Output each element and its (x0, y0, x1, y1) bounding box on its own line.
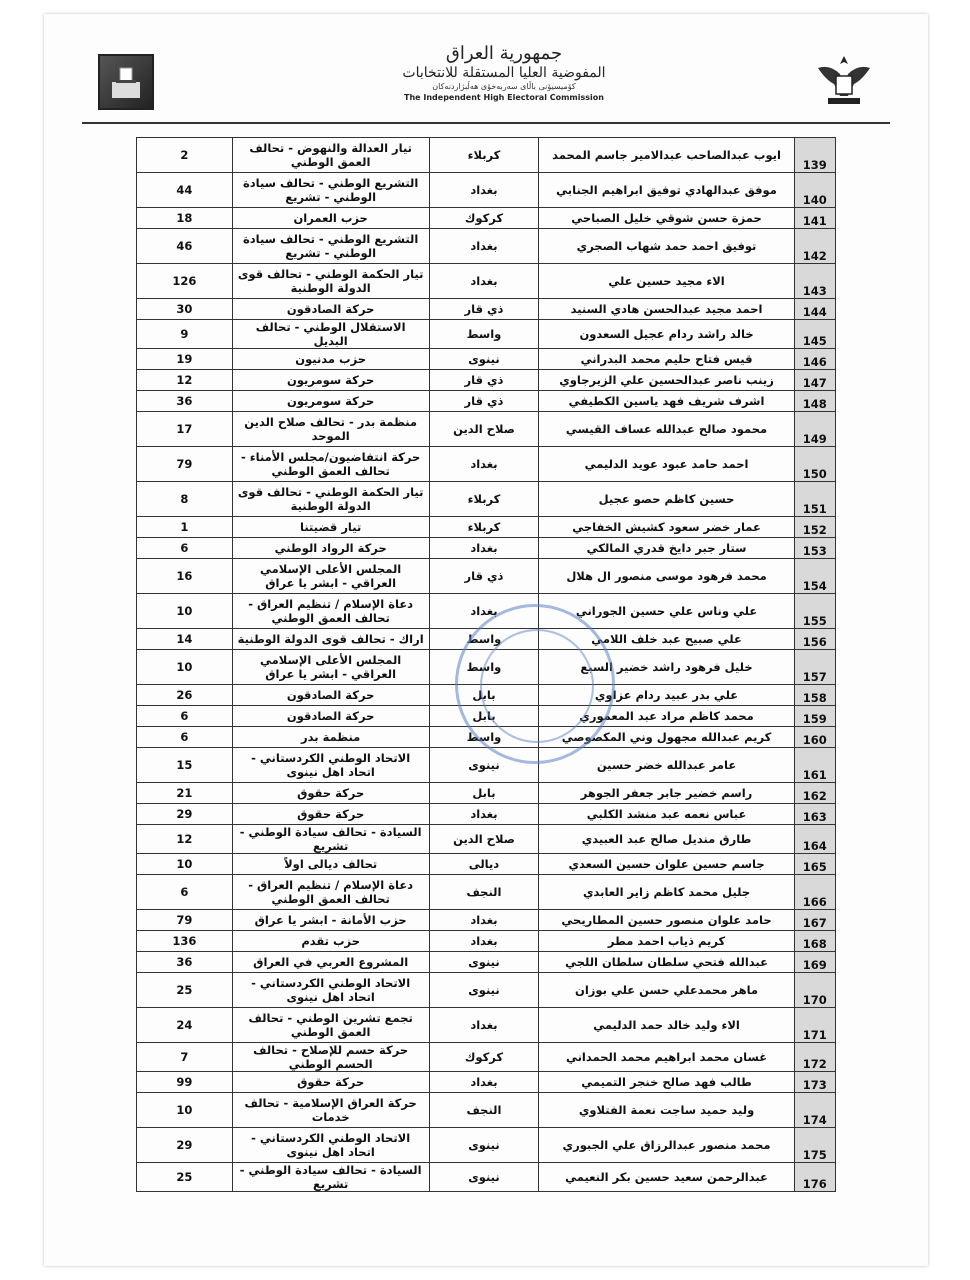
table-row (137, 391, 836, 412)
num-cell: 15 (137, 748, 233, 783)
party-cell: المشروع العربي في العراق (232, 952, 429, 973)
governorate-cell: واسط (429, 727, 539, 748)
num-cell: 36 (137, 391, 233, 412)
name-cell: محمود صالح عبدالله عساف القيسي (539, 412, 794, 447)
num-cell: 17 (137, 412, 233, 447)
governorate-cell: ذي قار (429, 391, 539, 412)
sequence-cell: 145 (794, 320, 835, 349)
table-row (137, 1093, 836, 1128)
sequence-cell: 166 (794, 875, 835, 910)
num-cell: 24 (137, 1008, 233, 1043)
name-cell: كريم ذياب احمد مطر (539, 931, 794, 952)
sequence-cell: 159 (794, 706, 835, 727)
party-cell: حركة حسم للإصلاح - تحالف الحسم الوطني (232, 1043, 429, 1072)
name-cell: غسان محمد ابراهيم محمد الحمداني (539, 1043, 794, 1072)
name-cell: حمزة حسن شوقي خليل الصباحي (539, 208, 794, 229)
party-cell: دعاة الإسلام / تنظيم العراق - تحالف العمق الوطني (232, 594, 429, 629)
num-cell: 79 (137, 447, 233, 482)
candidates-table (136, 137, 836, 1192)
party-cell: حركة سومريون (232, 370, 429, 391)
party-cell: منظمة بدر - تحالف صلاح الدين الموحد (232, 412, 429, 447)
table-row (137, 559, 836, 594)
name-cell: توفيق احمد حمد شهاب الصجري (539, 229, 794, 264)
party-cell: السيادة - تحالف سيادة الوطني - تشريع (232, 825, 429, 854)
commission-logo (98, 54, 154, 110)
governorate-cell: نينوى (429, 973, 539, 1008)
governorate-cell: ذي قار (429, 299, 539, 320)
table-row (137, 1128, 836, 1163)
sequence-cell: 146 (794, 349, 835, 370)
sequence-cell: 147 (794, 370, 835, 391)
party-cell: دعاة الإسلام / تنظيم العراق - تحالف العمق الوطني (232, 875, 429, 910)
name-cell: الاء مجيد حسين علي (539, 264, 794, 299)
governorate-cell: بغداد (429, 1072, 539, 1093)
num-cell: 99 (137, 1072, 233, 1093)
name-cell: زينب ناصر عبدالحسين علي الزيرجاوي (539, 370, 794, 391)
name-cell: علي صبيح عبد خلف اللامي (539, 629, 794, 650)
sequence-cell: 165 (794, 854, 835, 875)
governorate-cell: بابل (429, 783, 539, 804)
document-page (44, 14, 928, 1266)
table-row (137, 685, 836, 706)
header-commission-en: The Independent High Electoral Commission (404, 93, 604, 102)
num-cell: 25 (137, 973, 233, 1008)
governorate-cell: ذي قار (429, 370, 539, 391)
governorate-cell: نينوى (429, 1163, 539, 1192)
sequence-cell: 168 (794, 931, 835, 952)
num-cell: 29 (137, 1128, 233, 1163)
table-row (137, 952, 836, 973)
name-cell: حسين كاظم حصو عجيل (539, 482, 794, 517)
name-cell: طالب فهد صالح خنجر التميمي (539, 1072, 794, 1093)
name-cell: علي وناس علي حسين الجوراني (539, 594, 794, 629)
num-cell: 14 (137, 629, 233, 650)
party-cell: حركة حقوق (232, 783, 429, 804)
governorate-cell: ذي قار (429, 559, 539, 594)
name-cell: طارق منديل صالح عبد العبيدي (539, 825, 794, 854)
num-cell: 6 (137, 875, 233, 910)
governorate-cell: نينوى (429, 349, 539, 370)
num-cell: 29 (137, 804, 233, 825)
num-cell: 1 (137, 517, 233, 538)
governorate-cell: كربلاء (429, 138, 539, 173)
party-cell: التشريع الوطني - تحالف سيادة الوطني - تشريع (232, 229, 429, 264)
name-cell: الاء وليد خالد حمد الدليمي (539, 1008, 794, 1043)
table-row (137, 1072, 836, 1093)
ballot-icon (106, 62, 146, 102)
header-commission-ku: کۆمیسیۆنی باڵای سەربەخۆی هەڵبژاردنەکان (432, 82, 576, 91)
governorate-cell: بغداد (429, 229, 539, 264)
sequence-cell: 143 (794, 264, 835, 299)
party-cell: اراك - تحالف قوى الدولة الوطنية (232, 629, 429, 650)
table-row (137, 650, 836, 685)
num-cell: 12 (137, 825, 233, 854)
party-cell: تجمع تشرين الوطني - تحالف العمق الوطني (232, 1008, 429, 1043)
sequence-cell: 157 (794, 650, 835, 685)
num-cell: 26 (137, 685, 233, 706)
num-cell: 6 (137, 538, 233, 559)
sequence-cell: 160 (794, 727, 835, 748)
governorate-cell: بغداد (429, 538, 539, 559)
party-cell: تيار الحكمة الوطني - تحالف قوى الدولة الوطنية (232, 264, 429, 299)
party-cell: حركة الصادقون (232, 299, 429, 320)
name-cell: عبدالرحمن سعيد حسين بكر النعيمي (539, 1163, 794, 1192)
governorate-cell: النجف (429, 1093, 539, 1128)
sequence-cell: 167 (794, 910, 835, 931)
party-cell: الاستقلال الوطني - تحالف البديل (232, 320, 429, 349)
num-cell: 36 (137, 952, 233, 973)
sequence-cell: 176 (794, 1163, 835, 1192)
party-cell: حركة انتفاضيون/مجلس الأمناء - تحالف العمق الوطني (232, 447, 429, 482)
party-cell: الاتحاد الوطني الكردستاني - اتحاد اهل نينوى (232, 1128, 429, 1163)
num-cell: 44 (137, 173, 233, 208)
party-cell: حركة الصادقون (232, 685, 429, 706)
name-cell: ماهر محمدعلي حسن علي بوزان (539, 973, 794, 1008)
table-row (137, 748, 836, 783)
num-cell: 25 (137, 1163, 233, 1192)
name-cell: عبدالله فتحي سلطان سلطان اللجي (539, 952, 794, 973)
name-cell: وليد حميد ساجت نعمة الفتلاوي (539, 1093, 794, 1128)
iraq-emblem (812, 48, 876, 114)
governorate-cell: بابل (429, 706, 539, 727)
name-cell: خالد راشد ردام عجيل السعدون (539, 320, 794, 349)
party-cell: حزب مدنيون (232, 349, 429, 370)
party-cell: حركة سومريون (232, 391, 429, 412)
num-cell: 18 (137, 208, 233, 229)
governorate-cell: بغداد (429, 447, 539, 482)
governorate-cell: كركوك (429, 208, 539, 229)
sequence-cell: 139 (794, 138, 835, 173)
num-cell: 30 (137, 299, 233, 320)
sequence-cell: 154 (794, 559, 835, 594)
name-cell: محمد منصور عبدالرزاق علي الجبوري (539, 1128, 794, 1163)
table-row (137, 173, 836, 208)
name-cell: جاسم حسين علوان حسين السعدي (539, 854, 794, 875)
table-row (137, 931, 836, 952)
governorate-cell: بغداد (429, 1008, 539, 1043)
table-row (137, 1163, 836, 1192)
name-cell: عباس نعمه عبد منشد الكلبي (539, 804, 794, 825)
sequence-cell: 155 (794, 594, 835, 629)
table-row (137, 447, 836, 482)
sequence-cell: 142 (794, 229, 835, 264)
table-row (137, 910, 836, 931)
name-cell: محمد فرهود موسى منصور ال هلال (539, 559, 794, 594)
governorate-cell: بابل (429, 685, 539, 706)
sequence-cell: 158 (794, 685, 835, 706)
table-row (137, 349, 836, 370)
table-row (137, 875, 836, 910)
party-cell: حركة الرواد الوطني (232, 538, 429, 559)
party-cell: التشريع الوطني - تحالف سيادة الوطني - تشريع (232, 173, 429, 208)
governorate-cell: بغداد (429, 804, 539, 825)
num-cell: 10 (137, 594, 233, 629)
table-row (137, 594, 836, 629)
num-cell: 10 (137, 650, 233, 685)
sequence-cell: 171 (794, 1008, 835, 1043)
party-cell: تيار الحكمة الوطني - تحالف قوى الدولة الوطنية (232, 482, 429, 517)
num-cell: 126 (137, 264, 233, 299)
name-cell: جليل محمد كاظم زاير العابدي (539, 875, 794, 910)
governorate-cell: كربلاء (429, 517, 539, 538)
name-cell: عمار خضر سعود كشيش الخفاجي (539, 517, 794, 538)
name-cell: كريم عبدالله مجهول وني المكصوصي (539, 727, 794, 748)
table-row (137, 482, 836, 517)
num-cell: 6 (137, 706, 233, 727)
table-row (137, 825, 836, 854)
party-cell: حركة الصادقون (232, 706, 429, 727)
name-cell: راسم خضير جابر جعفر الجوهر (539, 783, 794, 804)
sequence-cell: 150 (794, 447, 835, 482)
sequence-cell: 141 (794, 208, 835, 229)
sequence-cell: 153 (794, 538, 835, 559)
party-cell: حركة حقوق (232, 804, 429, 825)
num-cell: 21 (137, 783, 233, 804)
party-cell: تيار قضيتنا (232, 517, 429, 538)
table-row (137, 299, 836, 320)
party-cell: تحالف ديالى اولاً (232, 854, 429, 875)
sequence-cell: 172 (794, 1043, 835, 1072)
page-header (44, 14, 928, 124)
governorate-cell: واسط (429, 629, 539, 650)
name-cell: ايوب عبدالصاحب عبدالامير جاسم المحمد (539, 138, 794, 173)
name-cell: عامر عبدالله خضر حسين (539, 748, 794, 783)
table-row (137, 1043, 836, 1072)
party-cell: الاتحاد الوطني الكردستاني - اتحاد اهل نينوى (232, 748, 429, 783)
eagle-emblem-icon (814, 50, 874, 112)
table-row (137, 629, 836, 650)
sequence-cell: 140 (794, 173, 835, 208)
table-row (137, 973, 836, 1008)
governorate-cell: كركوك (429, 1043, 539, 1072)
sequence-cell: 149 (794, 412, 835, 447)
header-title: جمهورية العراق (445, 43, 563, 64)
sequence-cell: 161 (794, 748, 835, 783)
governorate-cell: واسط (429, 650, 539, 685)
governorate-cell: صلاح الدين (429, 412, 539, 447)
table-row (137, 1008, 836, 1043)
table-row (137, 706, 836, 727)
sequence-cell: 175 (794, 1128, 835, 1163)
table-row (137, 208, 836, 229)
party-cell: تيار العدالة والنهوض - تحالف العمق الوطني (232, 138, 429, 173)
party-cell: حركة حقوق (232, 1072, 429, 1093)
party-cell: الاتحاد الوطني الكردستاني - اتحاد اهل نينوى (232, 973, 429, 1008)
table-row (137, 412, 836, 447)
name-cell: علي بدر عبيد ردام عزاوي (539, 685, 794, 706)
name-cell: محمد كاظم مراد عبد المعموري (539, 706, 794, 727)
name-cell: احمد حامد عبود عويد الدليمي (539, 447, 794, 482)
governorate-cell: واسط (429, 320, 539, 349)
governorate-cell: بغداد (429, 931, 539, 952)
table-row (137, 264, 836, 299)
table-row (137, 804, 836, 825)
num-cell: 46 (137, 229, 233, 264)
governorate-cell: ديالى (429, 854, 539, 875)
header-text (344, 44, 664, 103)
sequence-cell: 156 (794, 629, 835, 650)
header-rule (82, 122, 890, 124)
sequence-cell: 144 (794, 299, 835, 320)
sequence-cell: 152 (794, 517, 835, 538)
governorate-cell: بغداد (429, 594, 539, 629)
table-row (137, 138, 836, 173)
table-row (137, 517, 836, 538)
num-cell: 6 (137, 727, 233, 748)
name-cell: موفق عبدالهادي توفيق ابراهيم الجنابي (539, 173, 794, 208)
num-cell: 19 (137, 349, 233, 370)
party-cell: حركة العراق الإسلامية - تحالف خدمات (232, 1093, 429, 1128)
party-cell: منظمة بدر (232, 727, 429, 748)
num-cell: 2 (137, 138, 233, 173)
num-cell: 16 (137, 559, 233, 594)
name-cell: قيس فتاح حليم محمد البدراني (539, 349, 794, 370)
governorate-cell: النجف (429, 875, 539, 910)
num-cell: 10 (137, 854, 233, 875)
party-cell: حزب الأمانة - ابشر يا عراق (232, 910, 429, 931)
name-cell: اشرف شريف فهد ياسين الكطيفي (539, 391, 794, 412)
sequence-cell: 174 (794, 1093, 835, 1128)
num-cell: 8 (137, 482, 233, 517)
table-row (137, 783, 836, 804)
table-row (137, 320, 836, 349)
governorate-cell: بغداد (429, 910, 539, 931)
table-row (137, 854, 836, 875)
governorate-cell: بغداد (429, 173, 539, 208)
name-cell: خليل فرهود راشد خضير السبع (539, 650, 794, 685)
table-row (137, 370, 836, 391)
num-cell: 10 (137, 1093, 233, 1128)
name-cell: احمد مجيد عبدالحسن هادي السنيد (539, 299, 794, 320)
num-cell: 9 (137, 320, 233, 349)
sequence-cell: 169 (794, 952, 835, 973)
name-cell: ستار جبر دايخ قدري المالكي (539, 538, 794, 559)
party-cell: المجلس الأعلى الإسلامي العراقي - ابشر يا عراق (232, 650, 429, 685)
header-commission: المفوضية العليا المستقلة للانتخابات (402, 65, 606, 81)
governorate-cell: نينوى (429, 952, 539, 973)
party-cell: حزب العمران (232, 208, 429, 229)
party-cell: حزب تقدم (232, 931, 429, 952)
governorate-cell: كربلاء (429, 482, 539, 517)
sequence-cell: 148 (794, 391, 835, 412)
party-cell: السيادة - تحالف سيادة الوطني - تشريع (232, 1163, 429, 1192)
governorate-cell: نينوى (429, 748, 539, 783)
sequence-cell: 164 (794, 825, 835, 854)
name-cell: حامد علوان منصور حسين المطاريحي (539, 910, 794, 931)
table-row (137, 727, 836, 748)
num-cell: 136 (137, 931, 233, 952)
party-cell: المجلس الأعلى الإسلامي العراقي - ابشر يا عراق (232, 559, 429, 594)
sequence-cell: 170 (794, 973, 835, 1008)
table-row (137, 538, 836, 559)
sequence-cell: 173 (794, 1072, 835, 1093)
sequence-cell: 163 (794, 804, 835, 825)
governorate-cell: صلاح الدين (429, 825, 539, 854)
sequence-cell: 162 (794, 783, 835, 804)
governorate-cell: نينوى (429, 1128, 539, 1163)
table-row (137, 229, 836, 264)
sequence-cell: 151 (794, 482, 835, 517)
governorate-cell: بغداد (429, 264, 539, 299)
num-cell: 7 (137, 1043, 233, 1072)
num-cell: 12 (137, 370, 233, 391)
num-cell: 79 (137, 910, 233, 931)
